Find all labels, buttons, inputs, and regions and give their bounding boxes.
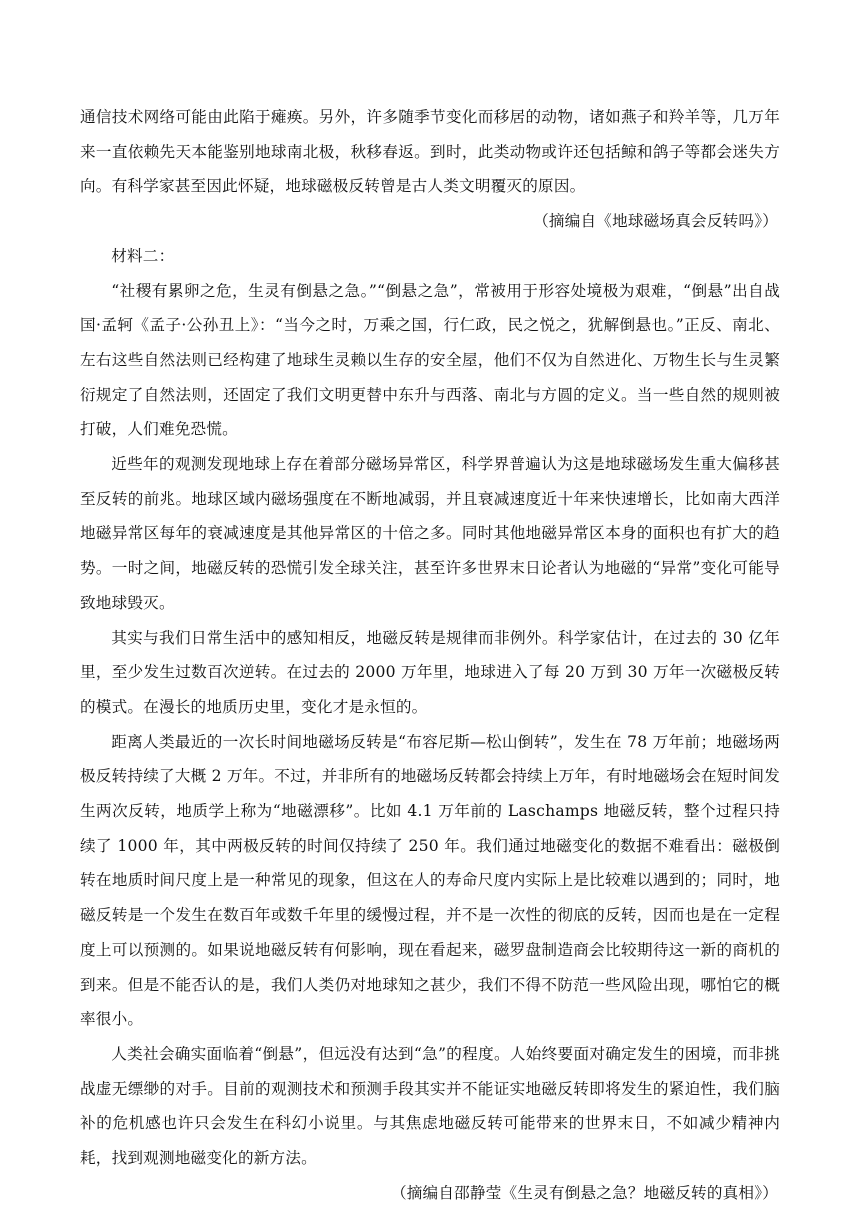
paragraph: “社稷有累卵之危，生灵有倒悬之急。”“倒悬之急”，常被用于形容处境极为艰难，“倒悬”出自战国·孟轲《孟子·公孙丑上》：“当今之时，万乘之国，行仁政，民之悦之，犹解倒悬也。”正反、南北、左右这些自然法则已经构建了地球生灵赖以生存的安全屋，他们不仅为自然进化、万物生长与生灵繁衍规定了自然法则，还固定了我们文明更替中东升与西落、南北与方圆的定义。当一些自然的规则被打破，人们难免恐慌。	[80, 281, 780, 439]
paragraph-material-one-tail: 通信技术网络可能由此陷于瘫痪。另外，许多随季节变化而移居的动物，诸如燕子和羚羊等，几万年来一直依赖先天本能鉴别地球南北极，秋移春返。到时，此类动物或许还包括鲸和鸽子等都会迷失方向。有科学家甚至因此怀疑，地球磁极反转曾是古人类文明覆灭的原因。	[80, 108, 780, 196]
source-citation-material-two: （摘编自邵静莹《生灵有倒悬之急？地磁反转的真相》）	[390, 1183, 778, 1202]
document-page	[80, 100, 780, 1211]
source-citation-material-one: （摘编自《地球磁场真会反转吗》）	[533, 212, 778, 231]
paragraph: 人类社会确实面临着“倒悬”，但远没有达到“急”的程度。人始终要面对确定发生的困境，而非挑战虚无缥缈的对手。目前的观测技术和预测手段其实并不能证实地磁反转即将发生的紧迫性，我们脑补的危机感也许只会发生在科幻小说里。与其焦虑地磁反转可能带来的世界末日，不如减少精神内耗，找到观测地磁变化的新方法。	[80, 1044, 780, 1168]
paragraph: 其实与我们日常生活中的感知相反，地磁反转是规律而非例外。科学家估计，在过去的 30 亿年里，至少发生过数百次逆转。在过去的 2000 万年里，地球进入了每 20 万到 30 万年一次磁极反转的模式。在漫长的地质历史里，变化才是永恒的。	[80, 628, 780, 716]
paragraph: 近些年的观测发现地球上存在着部分磁场异常区，科学界普遍认为这是地球磁场发生重大偏移甚至反转的前兆。地球区域内磁场强度在不断地减弱，并且衰减速度近十年来快速增长，比如南大西洋地磁异常区每年的衰减速度是其他异常区的十倍之多。同时其他地磁异常区本身的面积也有扩大的趋势。一时之间，地磁反转的恐慌引发全球关注，甚至许多世界末日论者认为地磁的“异常”变化可能导致地球毁灭。	[80, 455, 780, 612]
section-heading-material-two: 材料二：	[111, 246, 175, 265]
paragraph: 距离人类最近的一次长时间地磁场反转是“布容尼斯—松山倒转”，发生在 78 万年前；地磁场两极反转持续了大概 2 万年。不过，并非所有的地磁场反转都会持续上万年，有时地磁场会在短时间发生两次反转，地质学上称为“地磁漂移”。比如 4.1 万年前的 Laschamps 地磁反转，整个过程只持续了 1000 年，其中两极反转的时间仅持续了 250 年。我们通过地磁变化的数据不难看出：磁极倒转在地质时间尺度上是一种常见的现象，但这在人的寿命尺度内实际上是比较难以遇到的；同时，地磁反转是一个发生在数百年或数千年里的缓慢过程，并不是一次性的彻底的反转，因而也是在一定程度上可以预测的。如果说地磁反转有何影响，现在看起来，磁罗盘制造商会比较期待这一新的商机的到来。但是不能否认的是，我们人类仍对地球知之甚少，我们不得不防范一些风险出现，哪怕它的概率很小。	[80, 732, 780, 1029]
